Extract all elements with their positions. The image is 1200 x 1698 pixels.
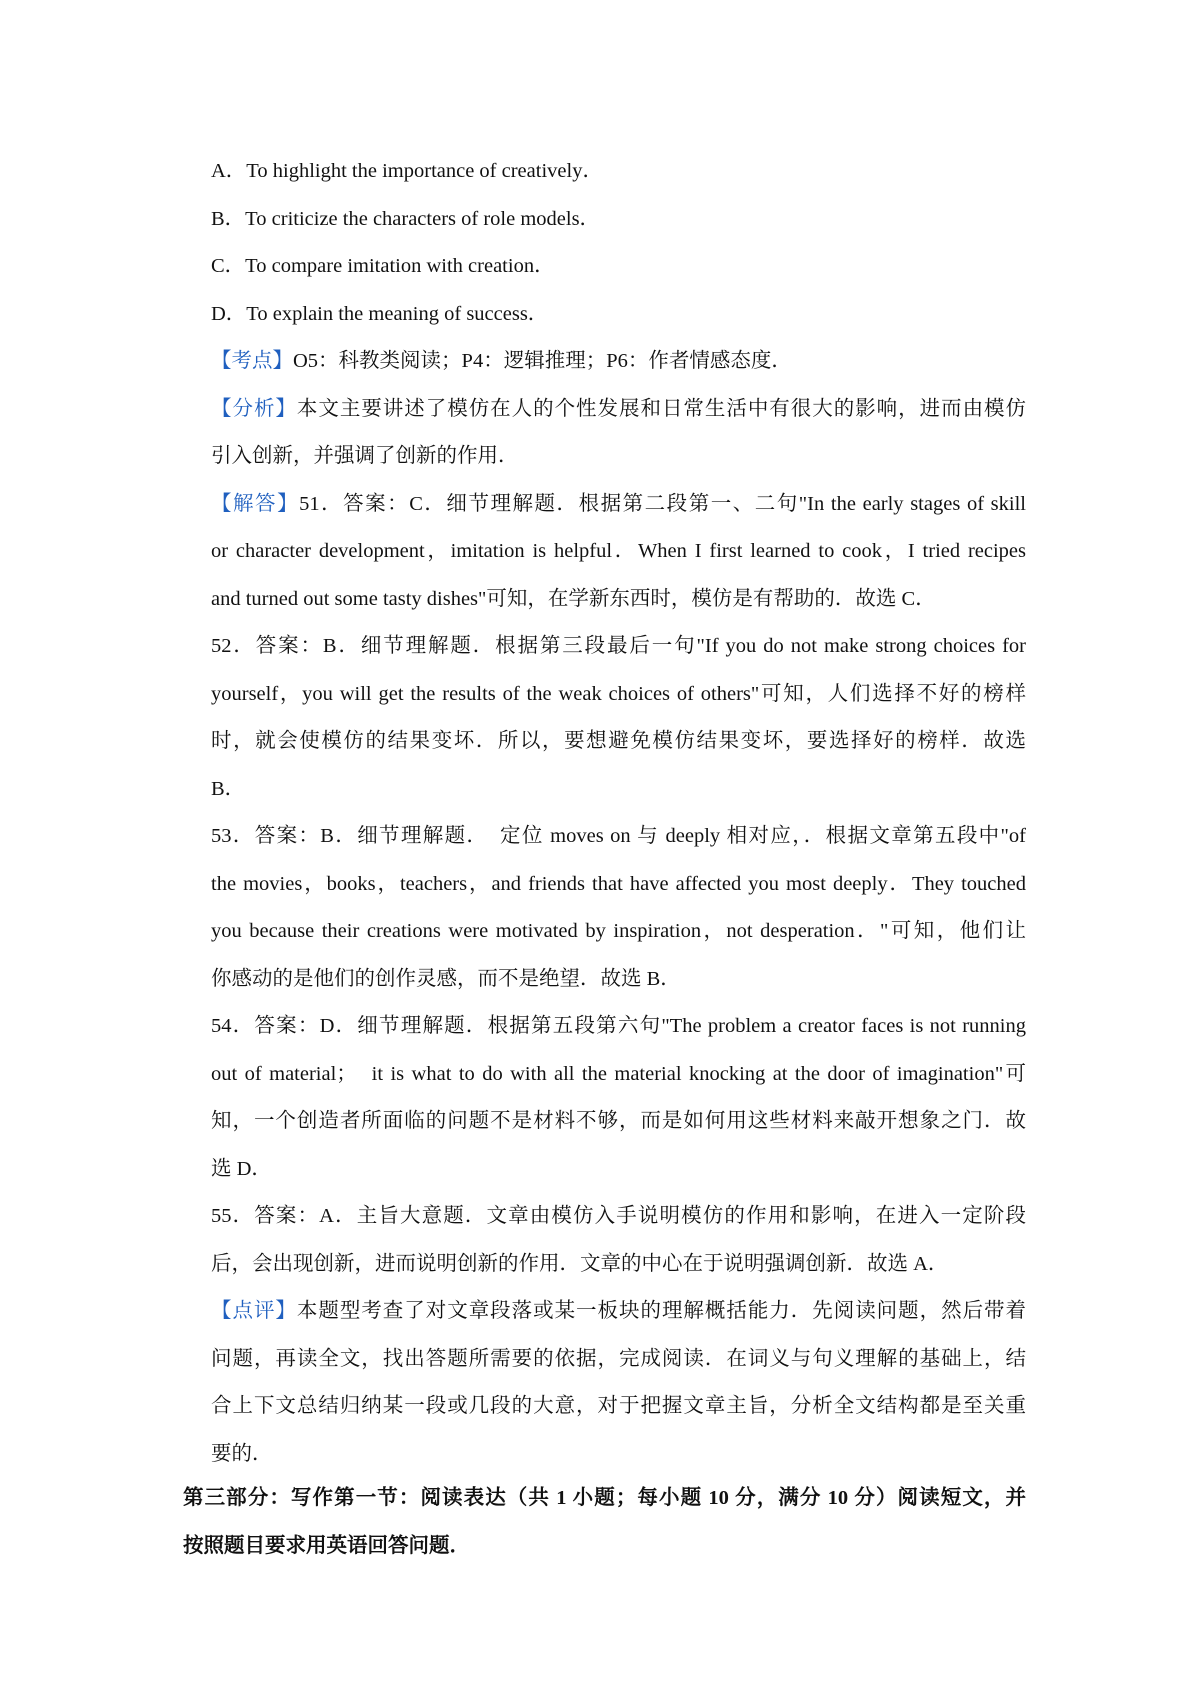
q53-line-1: 53．答案：B．细节理解题． 定位 moves on 与 deeply 相对应，．根据文章第五段中"of [211, 825, 1026, 847]
option-a: A．To highlight the importance of creatively． [211, 160, 603, 182]
option-c: C．To compare imitation with creation． [211, 255, 555, 277]
section-line-2: 按照题目要求用英语回答问题． [183, 1534, 470, 1557]
q54-line-1: 54．答案：D．细节理解题．根据第五段第六句"The problem a creator faces is not running [211, 1015, 1026, 1037]
q51-line-3: and turned out some tasty dishes"可知，在学新东西时，模仿是有帮助的．故选 C． [211, 587, 936, 610]
section-line-1: 第三部分：写作第一节：阅读表达（共 1 小题；每小题 10 分，满分 10 分）阅读短文，并 [183, 1487, 1026, 1509]
q51-text-1: 51．答案：C．细节理解题．根据第二段第一、二句"In the early stages of skill [299, 492, 1026, 515]
jieda-line-1 [211, 481, 1026, 529]
dianping-line-1 [211, 1288, 1026, 1336]
fenxi-line-1 [211, 386, 1026, 434]
section-heading [183, 1475, 1026, 1570]
q51-line-2: or character development，imitation is helpful．When I first learned to cook，I tried recipes [211, 540, 1026, 562]
jieda-tag: 【解答】 [211, 492, 300, 515]
q54-line-4: 选 D． [211, 1157, 272, 1180]
dianping-line-3: 合上下文总结归纳某一段或几段的大意，对于把握文章主旨，分析全文结构都是至关重 [211, 1395, 1026, 1417]
option-d: D．To explain the meaning of success． [211, 302, 549, 325]
dianping-line-2: 问题，再读全文，找出答题所需要的依据，完成阅读．在词义与句义理解的基础上，结 [211, 1347, 1026, 1370]
q52-line-2: yourself，you will get the results of the weak choices of others"可知，人们选择不好的榜样 [211, 682, 1026, 705]
q54-line-3: 知，一个创造者所面临的问题不是材料不够，而是如何用这些材料来敲开想象之门．故 [211, 1110, 1026, 1132]
q53-line-3: you because their creations were motivated by inspiration，not desperation．"可知，他们让 [211, 920, 1026, 942]
answer-content [211, 148, 1026, 1478]
fenxi-line-2: 引入创新，并强调了创新的作用． [211, 445, 519, 467]
q53-line-2: the movies，books，teachers，and friends that have affected you most deeply．They touched [211, 872, 1026, 895]
q54-line-2: out of material； it is what to do with all the material knocking at the door of imagination"可 [211, 1062, 1026, 1085]
q55-line-1: 55．答案：A．主旨大意题．文章由模仿入手说明模仿的作用和影响，在进入一定阶段 [211, 1205, 1026, 1227]
fenxi-text-1: 本文主要讲述了模仿在人的个性发展和日常生活中有很大的影响，进而由模仿 [296, 397, 1027, 420]
kaodian-tag: 【考点】 [211, 350, 293, 372]
option-b: B．To criticize the characters of role models． [211, 207, 601, 230]
q53-line-4: 你感动的是他们的创作灵感，而不是绝望．故选 B． [211, 967, 681, 990]
q55-line-2: 后，会出现创新，进而说明创新的作用．文章的中心在于说明强调创新．故选 A． [211, 1252, 949, 1275]
dianping-text-1: 本题型考查了对文章段落或某一板块的理解概括能力．先阅读问题，然后带着 [296, 1300, 1027, 1322]
kaodian-line [211, 338, 1026, 386]
q52-line-4: B． [211, 777, 246, 800]
dianping-tag: 【点评】 [211, 1300, 297, 1322]
q52-line-1: 52．答案：B．细节理解题．根据第三段最后一句"If you do not make strong choices for [211, 635, 1026, 657]
q52-line-3: 时，就会使模仿的结果变坏．所以，要想避免模仿结果变坏，要选择好的榜样．故选 [211, 730, 1026, 752]
dianping-line-4: 要的． [211, 1442, 273, 1465]
kaodian-text: O5：科教类阅读；P4：逻辑推理；P6：作者情感态度． [293, 350, 792, 372]
fenxi-tag: 【分析】 [211, 397, 297, 420]
